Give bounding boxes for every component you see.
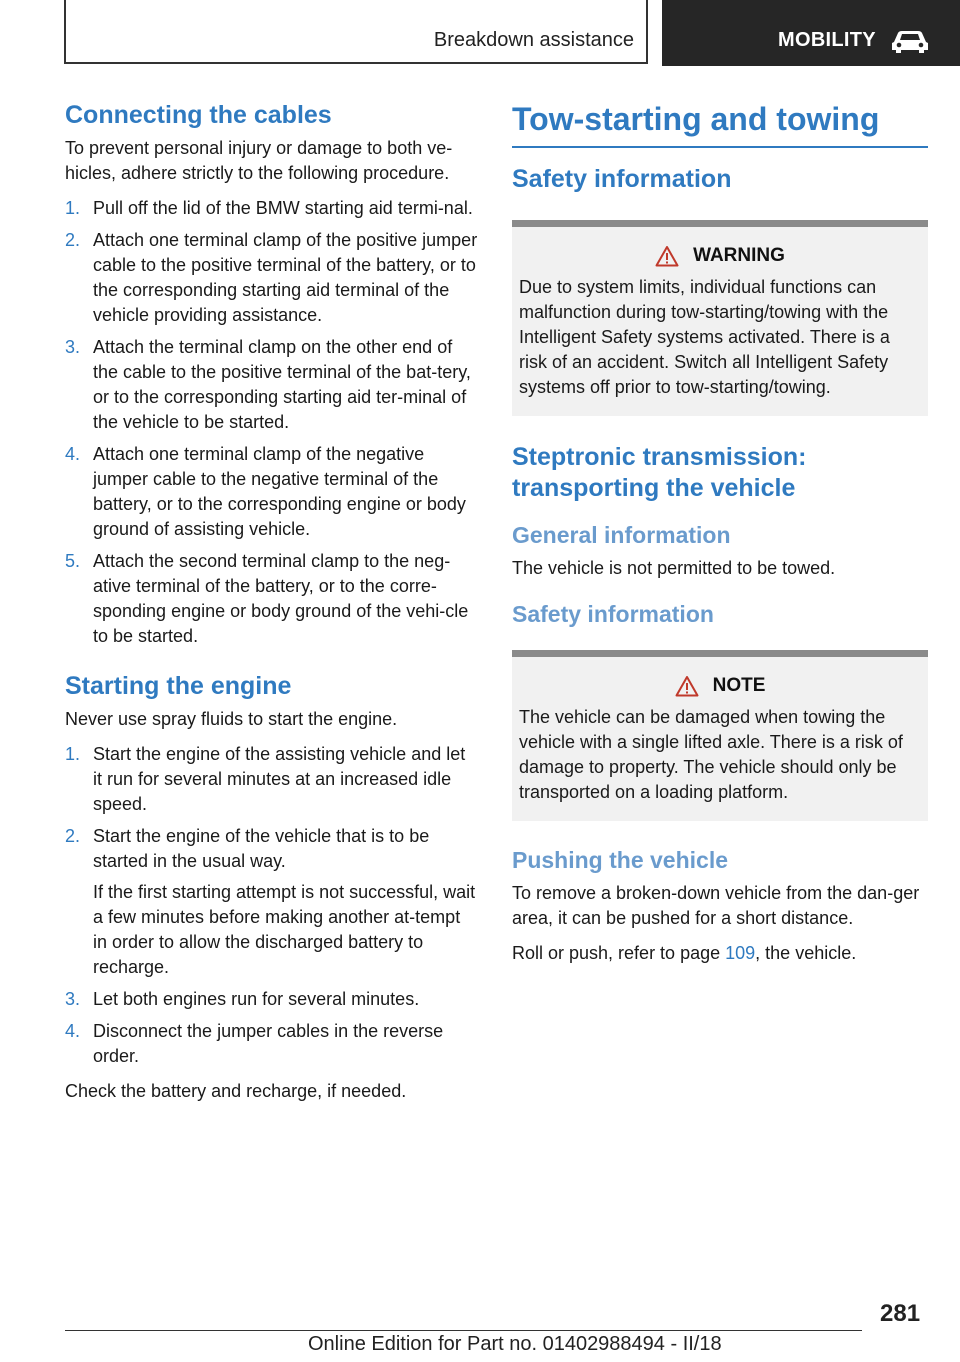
step-text: Disconnect the jumper cables in the reverse order. bbox=[93, 1021, 444, 1066]
car-icon bbox=[890, 28, 930, 54]
page-number: 281 bbox=[880, 1300, 921, 1327]
list-item bbox=[65, 335, 479, 435]
warning-title bbox=[519, 245, 921, 267]
header-chapter-box bbox=[662, 0, 960, 66]
starting-closing: Check the battery and recharge, if needed. bbox=[65, 1081, 407, 1101]
general-text: The vehicle is not permitted to be towed. bbox=[512, 557, 836, 578]
note-box bbox=[512, 650, 928, 821]
step-subtext: If the first starting attempt is not successful, wait a few minutes before making another at-tempt in order to allow the discharged battery to recharge. bbox=[93, 882, 476, 977]
left-column bbox=[65, 100, 479, 1114]
subsection-title-general: General information bbox=[512, 522, 731, 549]
header-chapter-title: MOBILITY bbox=[778, 29, 876, 51]
step-text: Attach the terminal clamp on the other end of the cable to the positive terminal of the bat-tery, or to the corresponding starting aid ter-minal of the vehicle to be started. bbox=[93, 337, 471, 432]
step-text: Pull off the lid of the BMW starting aid termi-nal. bbox=[93, 198, 473, 218]
subsection-title-pushing: Pushing the vehicle bbox=[512, 847, 728, 874]
note-text: The vehicle can be damaged when towing the vehicle with a single lifted axle. There is a risk of damage to property. The vehicle should only be transported on a loading platform. bbox=[519, 707, 903, 803]
header-section-title: Breakdown assistance bbox=[433, 29, 634, 51]
step-number: 4. bbox=[65, 1021, 81, 1041]
step-text: Attach one terminal clamp of the negative jumper cable to the negative terminal of the battery, or to the corresponding engine or body ground of assisting vehicle. bbox=[93, 444, 466, 539]
section-title-connecting: Connecting the cables bbox=[65, 101, 332, 129]
connecting-intro: To prevent personal injury or damage to both ve-hicles, adhere strictly to the following procedure. bbox=[65, 138, 453, 183]
list-item bbox=[65, 742, 479, 817]
note-title bbox=[519, 675, 921, 697]
warning-box bbox=[512, 220, 928, 416]
step-number: 5. bbox=[65, 551, 81, 571]
step-text: Let both engines run for several minutes. bbox=[93, 989, 420, 1009]
note-label: NOTE bbox=[712, 675, 766, 697]
step-number: 1. bbox=[65, 744, 81, 764]
footer-edition: Online Edition for Part no. 01402988494 - II/18 bbox=[308, 1333, 722, 1355]
starting-steps bbox=[65, 742, 479, 1069]
step-text: Start the engine of the vehicle that is to be started in the usual way. bbox=[93, 826, 430, 871]
refer-after: , the vehicle. bbox=[755, 942, 857, 963]
subsection-title-safety: Safety information bbox=[512, 600, 714, 627]
page-link[interactable]: 109 bbox=[725, 942, 756, 963]
step-number: 4. bbox=[65, 444, 81, 464]
list-item bbox=[65, 987, 479, 1012]
connecting-steps bbox=[65, 196, 479, 649]
section-title-safety: Safety information bbox=[512, 165, 732, 194]
warning-triangle-icon bbox=[655, 245, 679, 267]
footer-divider bbox=[65, 1330, 862, 1331]
warning-triangle-icon bbox=[675, 675, 699, 697]
starting-intro: Never use spray fluids to start the engine. bbox=[65, 709, 398, 729]
list-item bbox=[65, 824, 479, 980]
list-item bbox=[65, 228, 479, 328]
list-item bbox=[65, 549, 479, 649]
step-number: 2. bbox=[65, 230, 81, 250]
pushing-text: To remove a broken-down vehicle from the dan-ger area, it can be pushed for a short distance. bbox=[512, 882, 920, 928]
step-text: Attach the second terminal clamp to the neg-ative terminal of the battery, or to the corre-sponding engine or body ground of the vehi-cle to be started. bbox=[93, 551, 469, 646]
step-number: 3. bbox=[65, 989, 81, 1009]
step-number: 1. bbox=[65, 198, 81, 218]
step-text: Start the engine of the assisting vehicle and let it run for several minutes at an increased idle speed. bbox=[93, 744, 466, 814]
step-number: 2. bbox=[65, 826, 81, 846]
chapter-title-tow: Tow-starting and towing bbox=[512, 100, 928, 148]
refer-before: Roll or push, refer to page bbox=[512, 942, 726, 963]
warning-label: WARNING bbox=[693, 244, 785, 266]
section-title-steptronic: Steptronic transmission: transporting the vehicle bbox=[512, 442, 807, 502]
list-item bbox=[65, 1019, 479, 1069]
step-number: 3. bbox=[65, 337, 81, 357]
section-title-starting: Starting the engine bbox=[65, 672, 292, 700]
list-item bbox=[65, 196, 479, 221]
list-item bbox=[65, 442, 479, 542]
right-column bbox=[512, 100, 928, 976]
header-section-box bbox=[64, 0, 648, 64]
refer-text bbox=[512, 941, 928, 966]
warning-text: Due to system limits, individual functions can malfunction during tow-starting/towing with the Intelligent Safety systems activated. There is a risk of an accident. Switch all Intelligent Safety systems off prior to tow-starting/towing. bbox=[519, 276, 890, 397]
step-text: Attach one terminal clamp of the positive jumper cable to the positive terminal of the battery, or to the corresponding starting aid terminal of the vehicle providing assistance. bbox=[93, 230, 478, 325]
